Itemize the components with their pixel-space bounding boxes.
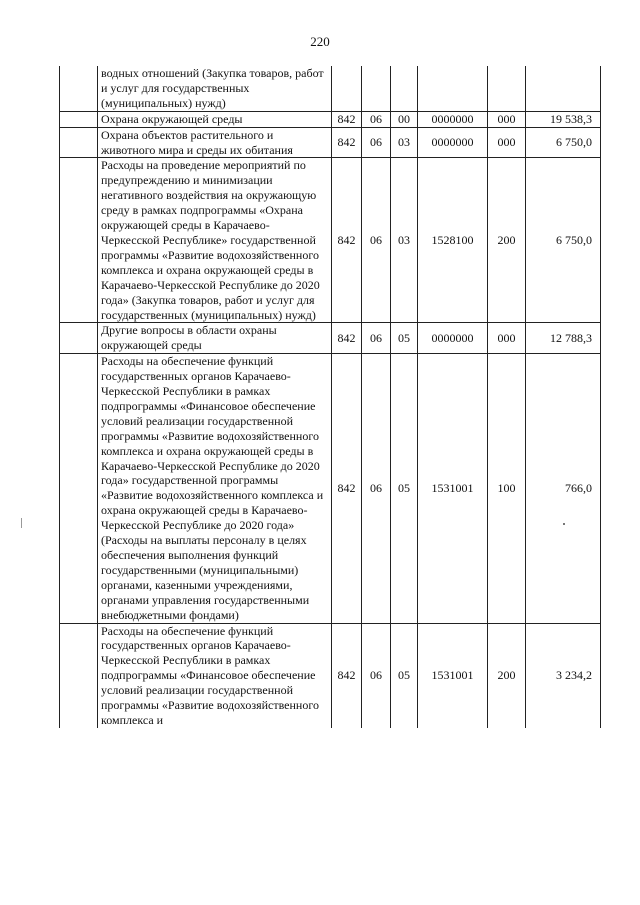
scan-artifact (21, 518, 22, 528)
target-article: 0000000 (418, 111, 488, 127)
budget-table (59, 66, 601, 728)
amount: 766,0 (526, 354, 601, 623)
section-code (362, 66, 391, 111)
table-row (60, 111, 601, 127)
expense-type: 000 (488, 111, 526, 127)
expense-type: 200 (488, 623, 526, 728)
expense-name: водных отношений (Закупка товаров, работ и услуг для государственных (муниципальных) нужд) (98, 66, 332, 111)
row-index-cell (60, 127, 98, 158)
amount (526, 66, 601, 111)
expense-type: 000 (488, 323, 526, 354)
section-code: 06 (362, 127, 391, 158)
target-article: 1531001 (418, 354, 488, 623)
row-index-cell (60, 323, 98, 354)
expense-type (488, 66, 526, 111)
expense-type: 200 (488, 158, 526, 323)
amount: 12 788,3 (526, 323, 601, 354)
subsection-code: 05 (391, 354, 418, 623)
admin-code: 842 (332, 111, 362, 127)
expense-name: Другие вопросы в области охраны окружающей среды (98, 323, 332, 354)
section-code: 06 (362, 158, 391, 323)
target-article: 1531001 (418, 623, 488, 728)
table-row (60, 354, 601, 623)
expense-name: Расходы на обеспечение функций государственных органов Карачаево-Черкесской Республики в рамках подпрограммы «Финансовое обеспечение условий реализации государственной программы «Развитие водохозяйственного комплекса и (98, 623, 332, 728)
amount: 19 538,3 (526, 111, 601, 127)
row-index-cell (60, 111, 98, 127)
expense-name: Охрана окружающей среды (98, 111, 332, 127)
amount: 3 234,2 (526, 623, 601, 728)
admin-code (332, 66, 362, 111)
subsection-code: 05 (391, 623, 418, 728)
row-index-cell (60, 66, 98, 111)
row-index-cell (60, 354, 98, 623)
target-article: 1528100 (418, 158, 488, 323)
table-row (60, 623, 601, 728)
table-row (60, 66, 601, 111)
expense-type: 100 (488, 354, 526, 623)
target-article (418, 66, 488, 111)
expense-name: Охрана объектов растительного и животного мира и среды их обитания (98, 127, 332, 158)
page-number: 220 (310, 34, 330, 49)
table-row (60, 158, 601, 323)
subsection-code: 03 (391, 127, 418, 158)
subsection-code: 05 (391, 323, 418, 354)
subsection-code: 00 (391, 111, 418, 127)
section-code: 06 (362, 623, 391, 728)
admin-code: 842 (332, 323, 362, 354)
admin-code: 842 (332, 623, 362, 728)
section-code: 06 (362, 111, 391, 127)
section-code: 06 (362, 354, 391, 623)
amount: 6 750,0 (526, 158, 601, 323)
amount: 6 750,0 (526, 127, 601, 158)
scan-speck (563, 523, 565, 525)
subsection-code: 03 (391, 158, 418, 323)
expense-name: Расходы на обеспечение функций государственных органов Карачаево-Черкесской Республики в рамках подпрограммы «Финансовое обеспечение условий реализации государственной программы «Развитие водохозяйственного комплекса и охрана окружающей среды в Карачаево-Черкесской Республике до 2020 года» государственной программы «Развитие водохозяйственного комплекса и охрана окружающей среды в Карачаево-Черкесской Республике до 2020 года» (Расходы на выплаты персоналу в целях обеспечения выполнения функций государственными (муниципальными) органами, казенными учреждениями, органами управления государственными внебюджетными фондами) (98, 354, 332, 623)
expense-name: Расходы на проведение мероприятий по предупреждению и минимизации негативного воздействия на окружающую среду в рамках подпрограммы «Охрана окружающей среды в Карачаево-Черкесской Республике» государственной программы «Развитие водохозяйственного комплекса и охрана окружающей среды в Карачаево-Черкесской Республике до 2020 года» (Закупка товаров, работ и услуг для государственных (муниципальных) нужд) (98, 158, 332, 323)
section-code: 06 (362, 323, 391, 354)
table-row (60, 323, 601, 354)
table-row (60, 127, 601, 158)
row-index-cell (60, 623, 98, 728)
target-article: 0000000 (418, 127, 488, 158)
admin-code: 842 (332, 127, 362, 158)
admin-code: 842 (332, 354, 362, 623)
expense-type: 000 (488, 127, 526, 158)
row-index-cell (60, 158, 98, 323)
target-article: 0000000 (418, 323, 488, 354)
admin-code: 842 (332, 158, 362, 323)
subsection-code (391, 66, 418, 111)
